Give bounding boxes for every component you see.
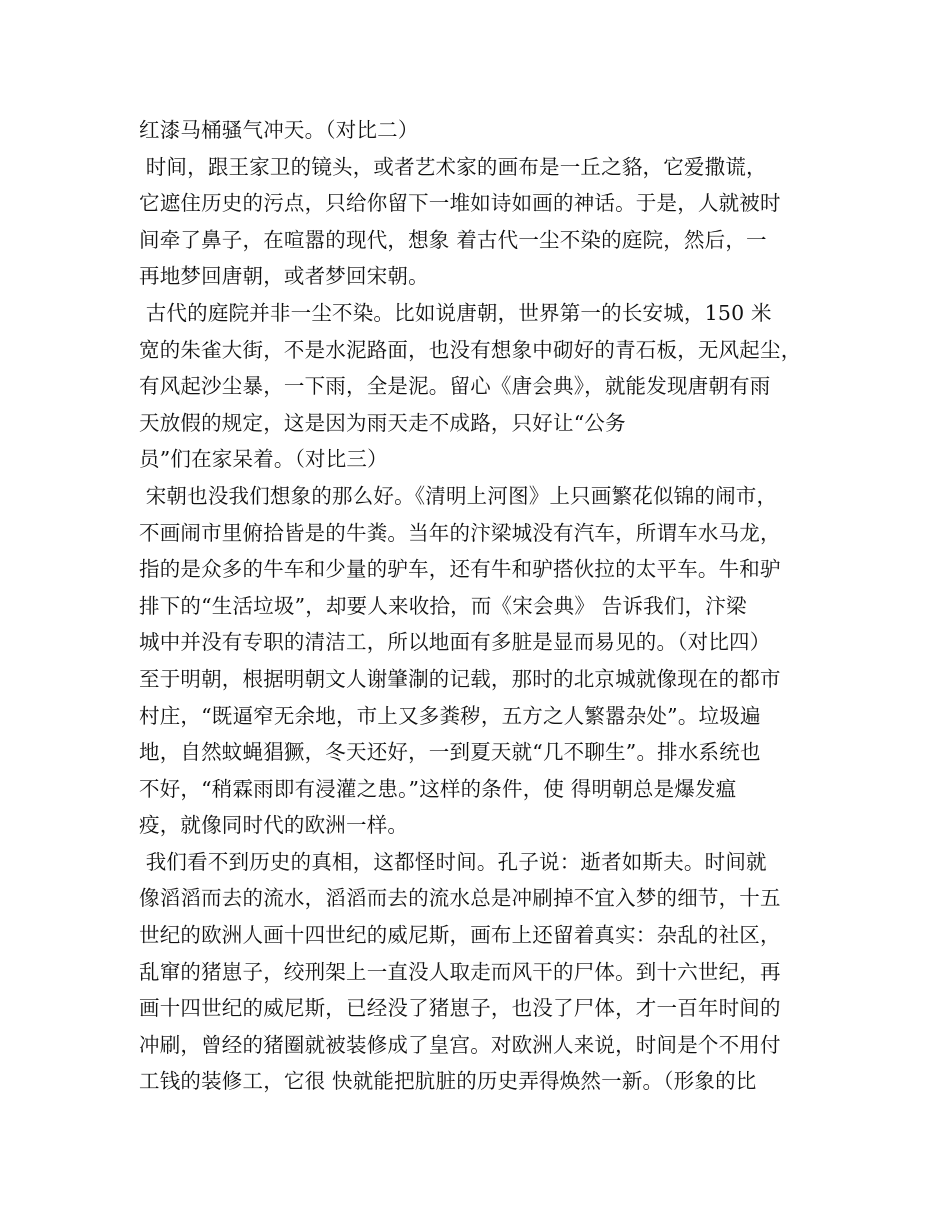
text-line: 员”们在家呆着。（对比三）: [139, 447, 388, 472]
text-line: 再地梦回唐朝，或者梦回宋朝。: [139, 264, 429, 289]
text-line: 古代的庭院并非一尘不染。比如说唐朝，世界第一的长安城，150 米: [139, 300, 772, 325]
text-line: 宽的朱雀大街，不是水泥路面，也没有想象中砌好的青石板，无风起尘，: [139, 337, 802, 362]
text-line: 至于明朝，根据明朝文人谢肇淛的记载，那时的北京城就像现在的都市: [139, 666, 781, 691]
text-line: 地，自然蚊蝇猖獗，冬天还好，一到夏天就“几不聊生”。排水系统也: [139, 740, 761, 765]
text-line: 工钱的装修工，它很 快就能把肮脏的历史弄得焕然一新。（形象的比: [139, 1069, 757, 1094]
text-line: 画十四世纪的威尼斯，已经没了猪崽子，也没了尸体，才一百年时间的: [139, 996, 781, 1021]
text-line: 疫，就像同时代的欧洲一样。: [139, 813, 409, 838]
text-line: 不画闹市里俯拾皆是的牛粪。当年的汴梁城没有汽车，所谓车水马龙，: [139, 520, 781, 545]
text-line: 冲刷，曾经的猪圈就被装修成了皇宫。对欧洲人来说，时间是个不用付: [139, 1032, 781, 1057]
text-line: 有风起沙尘暴，一下雨，全是泥。留心《唐会典》，就能发现唐朝有雨: [139, 374, 771, 399]
text-line: 红漆马桶骚气冲天。（对比二）: [139, 118, 419, 142]
text-line: 不好，“稍霖雨即有浸灌之患。”这样的条件，使 得明朝总是爆发瘟: [139, 776, 737, 801]
article-text: [139, 112, 839, 1100]
text-line: 我们看不到历史的真相，这都怪时间。孔子说：逝者如斯夫。时间就: [139, 849, 767, 874]
text-line: 宋朝也没我们想象的那么好。《清明上河图》上只画繁花似锦的闹市，: [139, 483, 778, 508]
text-line: 排下的“生活垃圾”，却要人来收拾，而《宋会典》 告诉我们，汴梁: [139, 593, 747, 618]
text-line: 像滔滔而去的流水，滔滔而去的流水总是冲刷掉不宜入梦的细节，十五: [139, 886, 781, 911]
text-line: 时间，跟王家卫的镜头，或者艺术家的画布是一丘之貉，它爱撒谎，: [139, 154, 767, 179]
text-line: 乱窜的猪崽子，绞刑架上一直没人取走而风干的尸体。到十六世纪，再: [139, 959, 781, 984]
text-line: 天放假的规定，这是因为雨天走不成路，只好让“公务: [139, 410, 626, 435]
text-line: 它遮住历史的污点，只给你留下一堆如诗如画的神话。于是，人就被时: [139, 191, 781, 216]
text-line: 城中并没有专职的清洁工，所以地面有多脏是显而易见的。（对比四）: [139, 630, 771, 655]
text-line: 间牵了鼻子，在喧嚣的现代，想象 着古代一尘不染的庭院，然后，一: [139, 227, 767, 252]
text-line: 世纪的欧洲人画十四世纪的威尼斯，画布上还留着真实：杂乱的社区，: [139, 923, 781, 948]
text-line: 村庄，“既逼窄无余地，市上又多粪秽，五方之人繁嚣杂处”。垃圾遍: [139, 703, 761, 728]
text-line: 指的是众多的牛车和少量的驴车，还有牛和驴搭伙拉的太平车。牛和驴: [139, 557, 781, 582]
